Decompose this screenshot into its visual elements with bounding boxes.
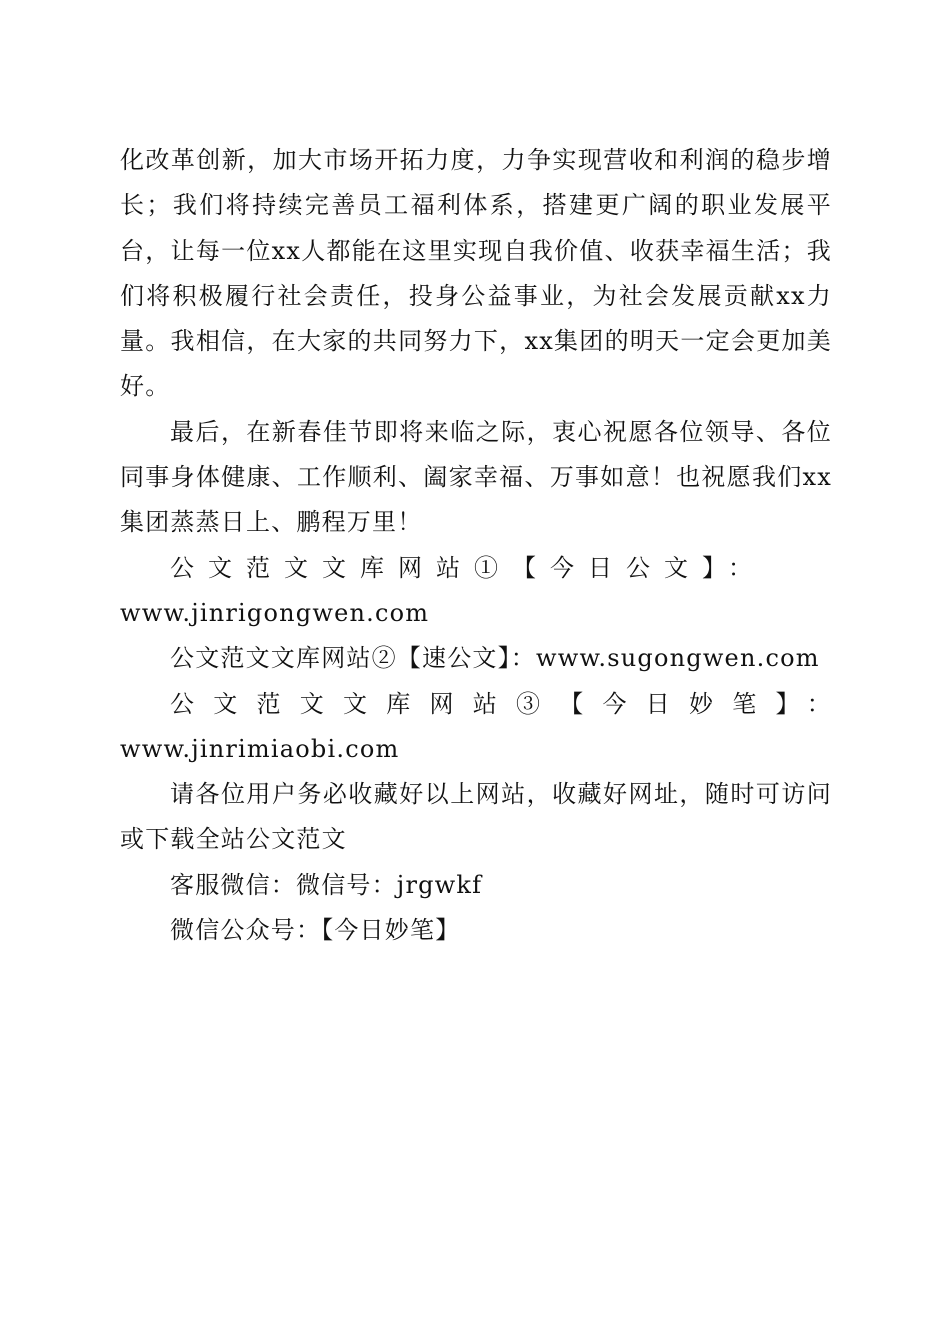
paragraph-continuation: 化改革创新，加大市场开拓力度，力争实现营收和利润的稳步增长；我们将持续完善员工福利体系，搭建更广阔的职业发展平台，让每一位xx人都能在这里实现自我价值、收获幸福生活；我们将积极履行社会责任，投身公益事业，为社会发展贡献xx力量。我相信，在大家的共同努力下，xx集团的明天一定会更加美好。 — [120, 146, 832, 401]
site2-line: 公文范文文库网站②【速公文】：www.sugongwen.com — [170, 644, 820, 673]
service-wechat: 客服微信：微信号：jrgwkf — [170, 870, 483, 899]
bookmark-notice: 请各位用户务必收藏好以上网站，收藏好网址，随时可访问或下载全站公文范文 — [120, 780, 832, 854]
site3-line: 公文范文文库网站③【今日妙笔】：www.jinrimiaobi.com — [120, 689, 832, 763]
document-body — [120, 138, 832, 953]
site1-label: 公文范文文库网站①【今日公文】： — [170, 553, 766, 582]
official-account: 微信公众号：【今日妙笔】 — [170, 916, 461, 945]
paragraph-new-year-wishes: 最后，在新春佳节即将来临之际，衷心祝愿各位领导、各位同事身体健康、工作顺利、阖家幸福、万事如意！也祝愿我们xx集团蒸蒸日上、鹏程万里！ — [120, 417, 832, 537]
site1-url: www.jinrigongwen.com — [120, 598, 430, 627]
